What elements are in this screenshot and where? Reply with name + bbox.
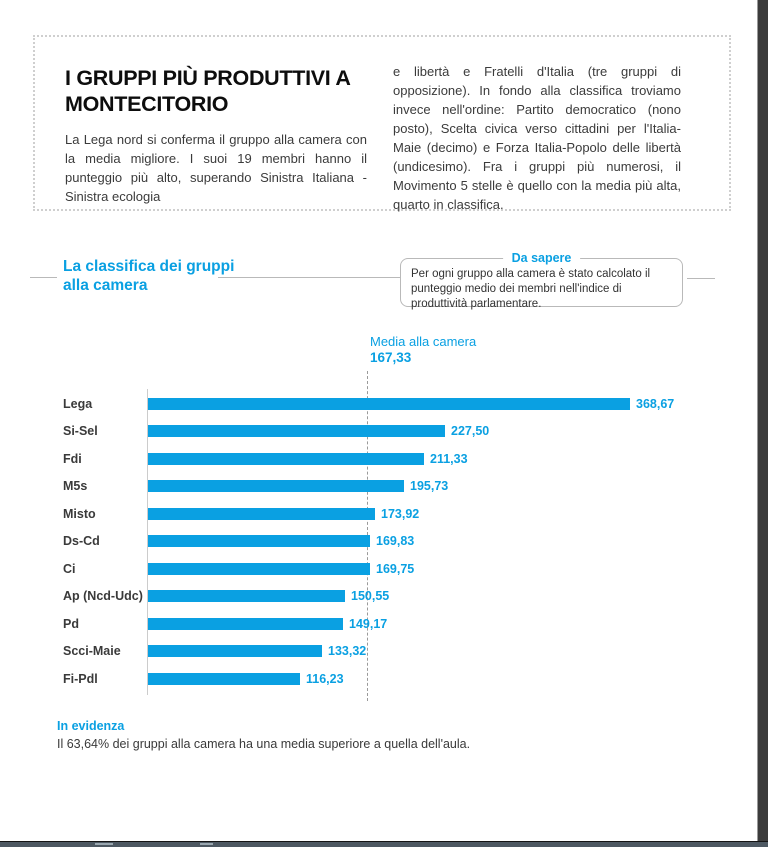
bar-label: Ds-Cd [63,534,100,549]
mean-annotation [370,334,476,366]
bar-track [148,398,723,410]
bar-label: M5s [63,479,88,494]
bar [148,590,345,602]
page-edge-mark [200,843,213,845]
bar-label: Fi-Pdl [63,671,98,686]
bar-track [148,453,723,465]
chart-row [63,665,723,693]
section-rule-mid [218,277,401,278]
chart-row [63,555,723,583]
section-rule-left [30,277,57,278]
bar [148,425,445,437]
chart-row [63,390,723,418]
bar [148,508,375,520]
intro-right-column [367,37,707,212]
mean-annotation-value: 167,33 [370,350,412,365]
bar [148,535,370,547]
chart-row [63,638,723,666]
bar-track [148,563,723,575]
bar [148,563,370,575]
chart-row [63,418,723,446]
page-edge-mark [95,843,113,845]
chart-rows [63,390,723,693]
footer-note-text: Il 63,64% dei gruppi alla camera ha una media superiore a quella dell'aula. [57,737,471,751]
bar-label: Si-Sel [63,424,98,439]
intro-left-text: La Lega nord si conferma il gruppo alla camera con la media migliore. I suoi 19 membri hanno il punteggio più alto, superando Sinistra Italiana - Sinistra ecologia [65,132,367,204]
bar-value: 169,75 [376,561,415,576]
intro-right-text: e libertà e Fratelli d'Italia (tre gruppi di opposizione). In fondo alla classifica troviamo invece nell'ordine: Partito democratico (nono posto), Scelta civica verso cittadini per l'Italia-Maie (decimo) e Forza Italia-Popolo delle libertà (undicesimo). Fra i gruppi più numerosi, il Movimento 5 stelle è quello con la media più alta, quarto in classifica. [393,64,681,212]
section-heading-line2: alla camera [63,277,148,294]
footer-note [57,719,470,751]
bar-value: 149,17 [349,616,388,631]
bar-chart [63,390,723,693]
chart-row [63,528,723,556]
intro-box [33,35,731,211]
window-right-edge [757,0,768,847]
bar [148,453,424,465]
bar-value: 195,73 [410,479,449,494]
chart-row [63,583,723,611]
section-heading [63,257,234,295]
da-sapere-text: Per ogni gruppo alla camera è stato calcolato il punteggio medio dei membri nell'indice di produttività parlamentare. [411,268,651,310]
bar [148,673,300,685]
bar-label: Pd [63,616,79,631]
bar-value: 227,50 [451,424,490,439]
bar-label: Ci [63,561,76,576]
bar [148,645,322,657]
section-rule-right [687,278,715,279]
bar-label: Lega [63,396,93,411]
bar-label: Fdi [63,451,82,466]
bar-value: 150,55 [351,589,390,604]
bar [148,398,630,410]
footer-note-title: In evidenza [57,719,125,733]
bar-track [148,645,723,657]
bar-value: 368,67 [636,396,675,411]
next-page-top-edge [0,841,768,847]
bar-track [148,535,723,547]
bar-label: Misto [63,506,96,521]
bar-value: 211,33 [430,451,468,466]
bar-track [148,508,723,520]
bar-value: 133,32 [328,644,367,659]
bar-value: 169,83 [376,534,415,549]
chart-row [63,445,723,473]
chart-row [63,473,723,501]
bar-track [148,673,723,685]
bar-track [148,618,723,630]
bar-label: Scci-Maie [63,644,121,659]
section-heading-line1: La classifica dei gruppi [63,258,235,275]
bar [148,618,343,630]
da-sapere-title: Da sapere [503,251,581,265]
mean-annotation-label: Media alla camera [370,334,477,349]
bar [148,480,404,492]
da-sapere-box [400,251,683,310]
bar-label: Ap (Ncd-Udc) [63,589,143,604]
bar-value: 173,92 [381,506,420,521]
chart-row [63,500,723,528]
bar-track [148,425,723,437]
bar-value: 116,23 [306,671,344,686]
chart-row [63,610,723,638]
intro-left-column [35,37,367,209]
bar-track [148,480,723,492]
bar-track [148,590,723,602]
page-title: I GRUPPI PIÙ PRODUTTIVI A MONTECITORIO [65,66,350,116]
